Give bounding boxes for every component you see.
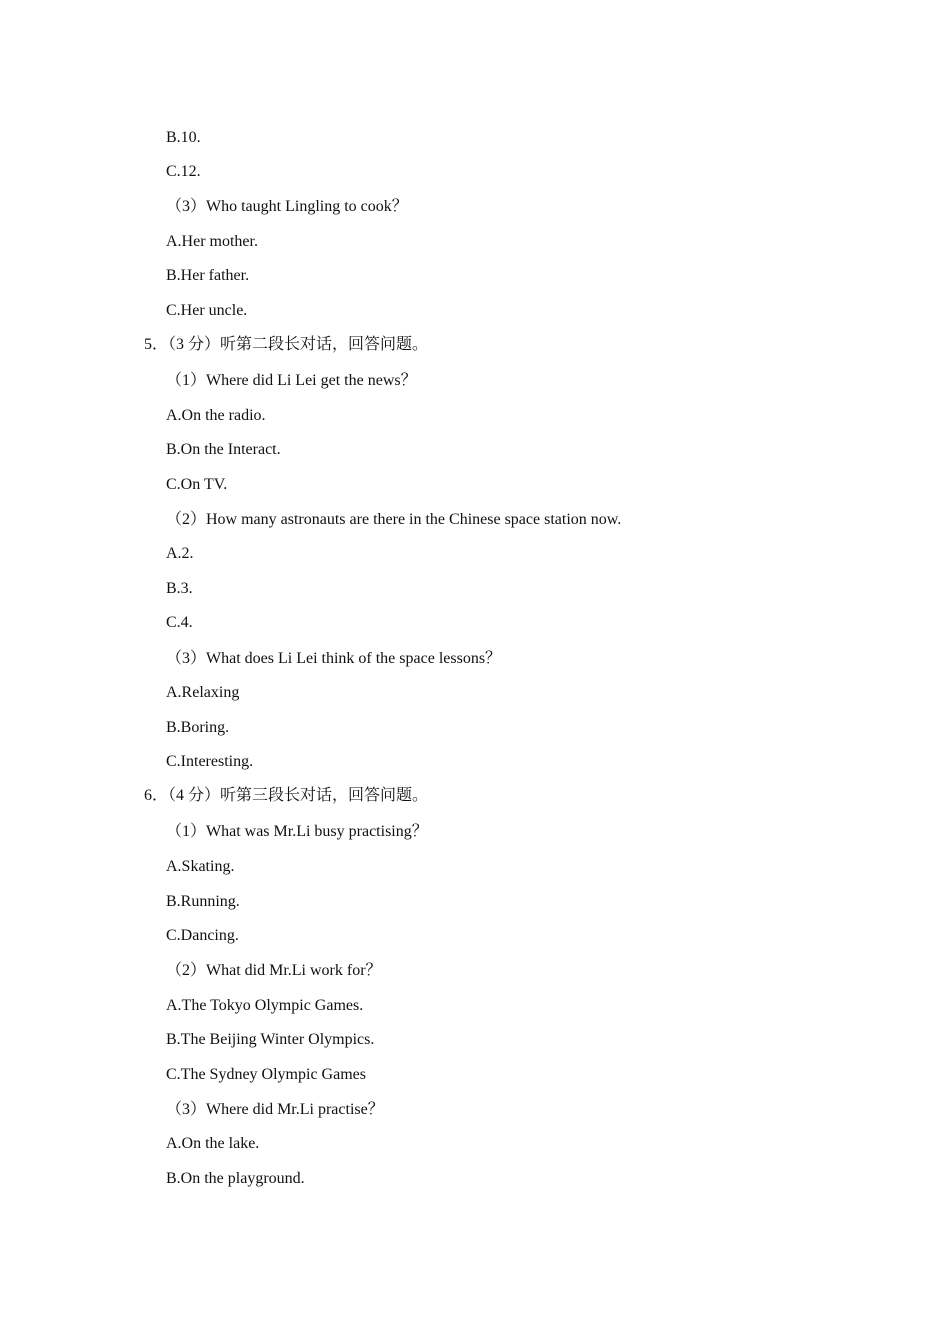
option-a-skating: A.Skating. bbox=[166, 858, 235, 875]
option-c-tv: C.On TV. bbox=[166, 476, 228, 493]
subquestion-work-for: （2）What did Mr.Li work for？ bbox=[166, 962, 382, 979]
option-a-radio: A.On the radio. bbox=[166, 407, 266, 424]
question-5: 5．（3 分）听第二段长对话，回答问题。 bbox=[144, 336, 429, 353]
option-a-tokyo: A.The Tokyo Olympic Games. bbox=[166, 997, 364, 1014]
option-c-12: C.12. bbox=[166, 163, 201, 180]
subquestion-how-many: （2）How many astronauts are there in the Chinese space station now. bbox=[166, 511, 622, 528]
option-c-dancing: C.Dancing. bbox=[166, 927, 239, 944]
option-b-running: B.Running. bbox=[166, 893, 240, 910]
subquestion-where-news: （1）Where did Li Lei get the news？ bbox=[166, 372, 417, 389]
option-b-father: B.Her father. bbox=[166, 267, 250, 284]
option-b-beijing: B.The Beijing Winter Olympics. bbox=[166, 1031, 375, 1048]
option-b-10: B.10. bbox=[166, 129, 201, 146]
option-c-interesting: C.Interesting. bbox=[166, 753, 254, 770]
subquestion-busy-practising: （1）What was Mr.Li busy practising？ bbox=[166, 823, 428, 840]
option-b-playground: B.On the playground. bbox=[166, 1170, 305, 1187]
option-b-3: B.3. bbox=[166, 580, 193, 597]
subquestion-who-taught: （3）Who taught Lingling to cook？ bbox=[166, 198, 408, 215]
option-a-relaxing: A.Relaxing bbox=[166, 684, 240, 701]
option-b-boring: B.Boring. bbox=[166, 719, 230, 736]
option-c-sydney: C.The Sydney Olympic Games bbox=[166, 1066, 366, 1083]
subquestion-space-lessons: （3）What does Li Lei think of the space lessons？ bbox=[166, 650, 502, 667]
subquestion-where-practise: （3）Where did Mr.Li practise？ bbox=[166, 1101, 384, 1118]
option-c-uncle: C.Her uncle. bbox=[166, 302, 248, 319]
option-a-lake: A.On the lake. bbox=[166, 1135, 260, 1152]
question-6: 6．（4 分）听第三段长对话，回答问题。 bbox=[144, 787, 429, 804]
option-a-mother: A.Her mother. bbox=[166, 233, 258, 250]
option-a-2: A.2. bbox=[166, 545, 194, 562]
option-c-4: C.4. bbox=[166, 614, 193, 631]
option-b-interact: B.On the Interact. bbox=[166, 441, 281, 458]
